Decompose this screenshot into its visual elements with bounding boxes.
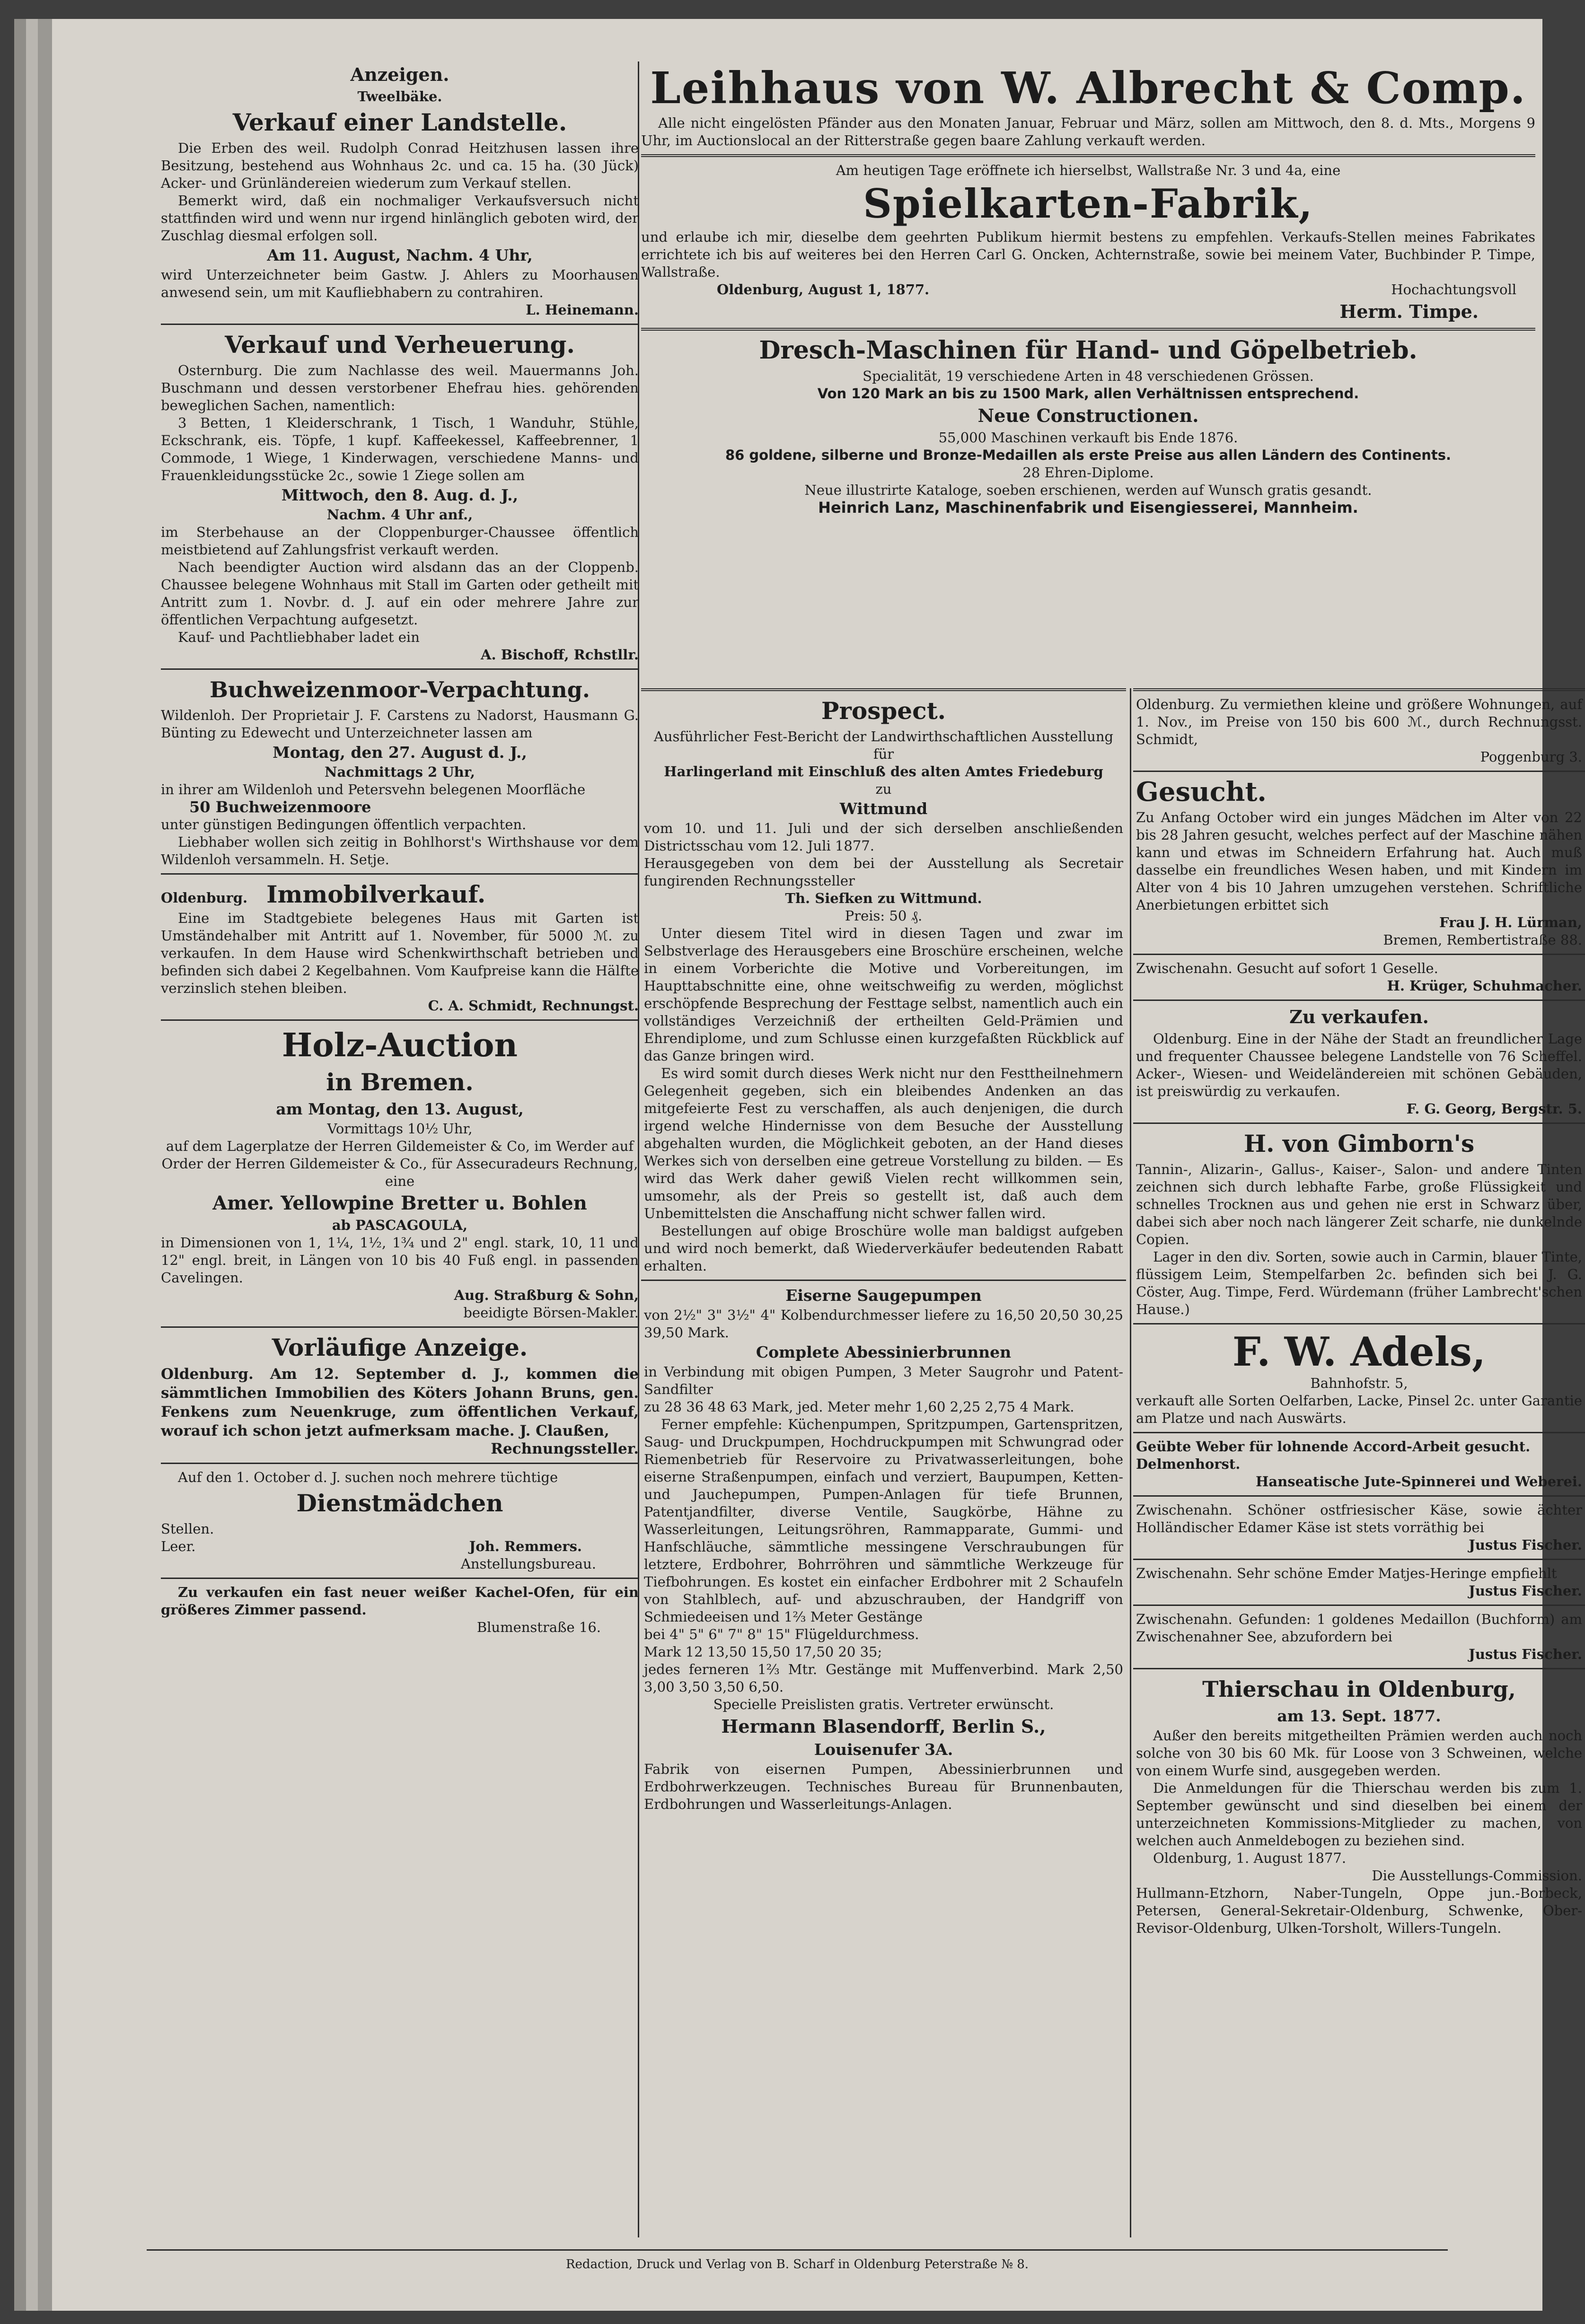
ad-signature: Aug. Straßburg & Sohn, [454,1287,639,1303]
ad-dienstmaedchen [161,1469,639,1573]
ad-text: Oldenburg. Zu vermiethen kleine und größere Wohnungen, auf 1. Nov., im Preise von 150 bis 600 ℳ., durch Rechnungsst. Schmidt, [1136,696,1582,747]
page-footer [52,2249,1542,2271]
ad-text: 28 Ehren-Diplome. [1022,465,1154,481]
ad-signature: Rechnungssteller. [491,1440,639,1457]
ad-weber [1133,1438,1585,1491]
ad-text: 3 Betten, 1 Kleiderschrank, 1 Tisch, 1 Wanduhr, Stühle, Eckschrank, eis. Töpfe, 1 kupf. Kaffeekessel, Kaffeebrenner, 1 Commode, 1 Wiege, 1 Kinderwagen, verschiedene Manns- und Frauenkleidungsstücke 2c., sowie 1 Ziege sollen am [161,415,639,483]
ad-geselle [1133,960,1585,995]
ad-signature-sub: Anstellungsbureau. [460,1556,596,1572]
ad-text: jedes ferneren 1⅔ Mtr. Gestänge mit Muffenverbind. Mark 2,50 3,00 3,50 3,50 6,50. [644,1661,1123,1695]
ad-time: Nachm. 4 Uhr anf., [326,507,473,523]
ad-title: Thierschau in Oldenburg, [1202,1676,1516,1702]
ad-committee: Die Ausstellungs-Commission. [1372,1868,1582,1884]
ad-text: Tannin-, Alizarin-, Gallus-, Kaiser-, Salon- und andere Tinten zeichnen sich durch lebhafte Farbe, große Flüssigkeit und schnelles Trocknen aus und gehen nie erst in Schwarz über, dabei sich aber noch nach längerer Zeit scharfe, nie dunkelnde Copien. [1136,1161,1582,1247]
ad-title: Buchweizenmoor-Verpachtung. [210,677,590,702]
ad-text: Zu verkaufen ein fast neuer weißer Kachel-Ofen, für ein größeres Zimmer passend. [161,1584,639,1618]
ad-text: auf dem Lagerplatze der Herren Gildemeister & Co, im Werder auf Order der Herren Gildemeister & Co., für Assecuradeurs Rechnung, eine [161,1138,638,1189]
ad-price: Preis: 50 ₰. [845,908,923,924]
ad-text: Liebhaber wollen sich zeitig in Bohlhorst's Wirthshause vor dem Wildenloh versammeln. H. Setje. [161,834,639,868]
ad-text: Lager in den div. Sorten, sowie auch in Carmin, blauer Tinte, flüssigem Leim, Stempelfarben 2c. befinden sich bei J. G. Cöster, Aug. Timpe, Ferd. Würdemann (früher Lambrecht'schen Hause.) [1136,1249,1582,1317]
ad-greeting: Hochachtungsvoll [1391,281,1516,298]
ad-gefunden [1133,1611,1585,1663]
ad-address: Poggenburg 3. [1480,749,1582,765]
ad-text: Oldenburg. Eine in der Nähe der Stadt an freundlicher Lage und frequenter Chaussee belegene Landstelle von 76 Scheffel. Acker-, Wiesen- und Weideländereien mit schönen Gebäuden, ist preiswürdig zu verkaufen. [1136,1031,1582,1099]
ad-verkauf-verheuerung [161,330,639,664]
ad-signature: Frau J. H. Lürman, [1439,914,1582,930]
ad-gesucht [1133,777,1585,949]
ad-signature: Heinrich Lanz, Maschinenfabrik und Eisengiesserei, Mannheim. [818,499,1358,517]
ad-text: 86 goldene, silberne und Bronze-Medaillen als erste Preise aus allen Ländern des Continents. [725,447,1452,463]
ad-title: Dresch-Maschinen für Hand- und Göpelbetrieb. [759,336,1418,365]
ad-holz-auction [161,1026,639,1322]
ad-text: Harlingerland mit Einschluß des alten Amtes Friedeburg [664,763,1103,780]
ad-text: Zwischenahn. Schöner ostfriesischer Käse, sowie ächter Holländischer Edamer Käse ist stets vorräthig bei [1136,1502,1582,1535]
ad-text: 55,000 Maschinen verkauft bis Ende 1876. [938,430,1238,446]
ad-text: Zwischenahn. Sehr schöne Emder Matjes-Heringe empfiehlt [1136,1565,1557,1581]
ad-text: unter günstigen Bedingungen öffentlich verpachten. [161,816,527,833]
ad-text: Wildenloh. Der Proprietair J. F. Carstens zu Nadorst, Hausmann G. Bünting zu Edewecht und Unterzeichneter lassen am [161,707,639,741]
ad-date: Montag, den 27. August d. J., [273,743,527,762]
column-right-wide [641,61,1535,517]
ad-title: Prospect. [821,697,946,725]
ad-text: Außer den bereits mitgetheilten Prämien werden auch noch solche von 30 bis 60 Mk. für Loose von 3 Schweinen, welche von einem Wurfe sind, ausgegeben werden. [1136,1728,1582,1779]
ad-title: Verkauf einer Landstelle. [232,108,567,136]
ad-text: Die Anmeldungen für die Thierschau werden bis zum 1. September gewünscht und sind dieselben bei einem der unterzeichneten Kommissions-Mitglieder zu machen, von welchen auch Anmeldebogen zu beziehen sind. [1136,1780,1582,1849]
ad-title: Gesucht. [1136,776,1267,807]
ad-leihhaus [641,61,1535,149]
ad-item: 50 Buchweizenmoore [189,798,371,816]
ad-text: Geübte Weber für lohnende Accord-Arbeit gesucht. [1136,1438,1531,1455]
section-heading: Anzeigen. [350,64,449,85]
ad-heringe [1133,1565,1585,1600]
ad-signature: Herm. Timpe. [1339,301,1479,322]
ad-signature: F. G. Georg, Bergstr. 5. [1406,1101,1582,1117]
ad-time: Vormittags 10½ Uhr, [327,1121,473,1137]
ad-text: Bemerkt wird, daß ein nochmaliger Verkaufsversuch nicht stattfinden wird und wenn nur irgend hinlänglich geboten wird, der Zuschlag diesmal erfolgen soll. [161,193,639,244]
ad-address: Blumenstraße 16. [476,1619,601,1635]
ad-text: Es wird somit durch dieses Werk nicht nur den Festtheilnehmern Gelegenheit gegeben, sich ein bleibendes Andenken an das mitgefeierte Fest zu verschaffen, als auch denjenigen, die durch irgend welche Hindernisse von dem Besuche der Ausstellung abgehalten wurden, die Möglichkeit geboten, an der Hand dieses Werkes sich von derselben eine getreue Vorstellung zu bilden. — Es wird das Werk daher gewiß Vielen recht willkommen sein, umsomehr, als der Preis so gestellt ist, daß auch dem Unbemittelsten die Anschaffung nicht schwer fallen wird. [644,1065,1123,1221]
ad-date: Mittwoch, den 8. Aug. d. J., [281,486,519,504]
ad-time: Nachmittags 2 Uhr, [325,764,475,780]
ad-signature: C. A. Schmidt, Rechnungst. [428,998,639,1014]
column-left [161,61,639,1636]
ad-title: H. von Gimborn's [1243,1130,1475,1158]
ad-signature-sub: beeidigte Börsen-Makler. [463,1305,639,1321]
ad-text: in Verbindung mit obigen Pumpen, 3 Meter Saugrohr und Patent-Sandfilter [644,1364,1123,1397]
ad-signature: Joh. Remmers. [469,1538,582,1554]
ad-text: Stellen. [161,1521,214,1537]
ad-item: Amer. Yellowpine Bretter u. Bohlen [212,1192,587,1214]
ad-text: vom 10. und 11. Juli und der sich derselben anschließenden Districtsschau vom 12. Juli 1877. [644,820,1123,854]
ad-signature: Justus Fischer. [1469,1537,1582,1553]
ad-signature: L. Heinemann. [526,302,639,318]
ad-pumpen [641,1286,1126,1813]
column-right [1133,688,1585,1937]
ad-text: in Dimensionen von 1, 1¼, 1½, 1¾ und 2" engl. stark, 10, 11 und 12" engl. breit, in Längen von 10 bis 40 Fuß engl. in passenden Cavelingen. [161,1235,639,1286]
ad-title: Dienstmädchen [296,1489,503,1517]
ad-title: Holz-Auction [282,1026,518,1064]
ad-signature: Hullmann-Etzhorn, Naber-Tungeln, Oppe jun.-Borbeck, Petersen, General-Sekretair-Oldenburg, Schwenke, Ober-Revisor-Oldenburg, Ulken-Torsholt, Willers-Tungeln. [1136,1885,1582,1936]
ad-text: Alle nicht eingelösten Pfänder aus den Monaten Januar, Februar und März, sollen am Mittwoch, den 8. d. Mts., Morgens 9 Uhr, im Auctionslocal an der Ritterstraße gegen baare Zahlung verkauft werden. [641,115,1535,149]
ad-vermiethen [1133,696,1585,766]
ad-text: Zu Anfang October wird ein junges Mädchen im Alter von 22 bis 28 Jahren gesucht, welches perfect auf der Maschine nähen kann und etwas im Schneidern Erfahrung hat. Auch muß dasselbe ein freundliches Wesen haben, und mit Kindern im Alter von 4 bis 10 Jahren umzugehen verstehen. Schriftliche Anerbietungen erbittet sich [1136,809,1582,913]
ad-text: Osternburg. Die zum Nachlasse des weil. Mauermanns Joh. Buschmann und dessen verstorbener Ehefrau hies. gehörenden beweglichen Sachen, namentlich: [161,362,639,413]
ad-text: verkauft alle Sorten Oelfarben, Lacke, Pinsel 2c. unter Garantie am Platze und nach Auswärts. [1136,1393,1582,1426]
ad-date: am Montag, den 13. August, [276,1100,524,1118]
ad-thierschau [1133,1674,1585,1937]
ad-title: Leihhaus von W. Albrecht & Comp. [650,62,1526,114]
ad-text: von 2½" 3" 3½" 4" Kolbendurchmesser liefere zu 16,50 20,50 30,25 39,50 Mark. [644,1307,1123,1341]
ad-place: Wittmund [839,799,928,818]
ad-title: Verkauf und Verheuerung. [225,331,575,359]
ad-subtitle: Neue Constructionen. [977,405,1199,426]
footer-imprint: Redaction, Druck und Verlag von B. Scharf in Oldenburg Peterstraße № 8. [565,2257,1029,2271]
ad-text: Zwischenahn. Gefunden: 1 goldenes Medaillon (Buchform) am Zwischenahner See, abzufordern bei [1136,1611,1582,1645]
ad-text: im Sterbehause an der Cloppenburger-Chaussee öffentlich meistbietend auf Zahlungsfrist verkauft werden. [161,524,639,558]
ad-text: Unter diesem Titel wird in diesen Tagen und zwar im Selbstverlage des Herausgebers eine Broschüre erscheinen, welche in einem Vorberichte die Motive und Vorbereitungen, im Haupttabschnitte eine, ohne weitschweifig zu werden, möglichst erschöpfende Besprechung der Festtage selbst, namentlich auch ein vollständiges Verzeichniß der ertheilten Geld-Prämien und Ehrendiplome, und zum Schlusse einen kurzgefaßten Rückblick auf das Ganze bringen wird. [644,925,1123,1064]
ad-place: Delmenhorst. [1136,1456,1241,1472]
ad-title: Immobilverkauf. [266,880,486,908]
ad-signature: A. Bischoff, Rchstllr. [481,647,639,663]
ad-landstelle [161,88,639,319]
ad-immobilverkauf [161,879,639,1015]
ad-text: Von 120 Mark an bis zu 1500 Mark, allen Verhältnissen entsprechend. [817,386,1359,402]
ad-text: Die Erben des weil. Rudolph Conrad Heitzhusen lassen ihre Besitzung, bestehend aus Wohnhaus 2c. und ca. 15 ha. (30 Jück) Acker- und Grünländereien wiederum zum Verkauf stellen. [161,140,639,191]
ad-text: Nach beendigter Auction wird alsdann das an der Cloppenb. Chaussee belegene Wohnhaus mit Stall im Garten oder getheilt mit Antritt zum 1. Novbr. d. J. auf ein oder mehrere Jahre zur öffentlichen Verpachtung aufgesetzt. [161,559,639,628]
ad-signature: Justus Fischer. [1469,1583,1582,1599]
ad-address: Bremen, Rembertistraße 88. [1383,932,1582,948]
ad-text: Auf den 1. October d. J. suchen noch mehrere tüchtige [178,1469,558,1485]
ad-prospect [641,696,1126,1275]
ad-text: Mark 12 13,50 15,50 17,50 20 35; [644,1644,882,1660]
ad-kachelofen [161,1584,639,1636]
ad-text: Bestellungen auf obige Broschüre wolle man baldigst aufgeben und wird noch bemerkt, daß Wiederverkäufer bedeutenden Rabatt erhalten. [644,1223,1123,1274]
ad-text: Ausführlicher Fest-Bericht der Landwirthschaftlichen Ausstellung [653,728,1114,745]
ad-signature: Justus Fischer. [1469,1646,1582,1662]
ad-text: Fabrik von eisernen Pumpen, Abessinierbrunnen und Erdbohrwerkzeugen. Technisches Bureau für Brunnenbauten, Erdbohrungen und Wasserleitungs-Anlagen. [644,1761,1123,1812]
ad-text: Ferner empfehle: Küchenpumpen, Spritzpumpen, Gartenspritzen, Saug- und Druckpumpen, Hochdruckpumpen mit Schwungrad oder Riemenbetrieb für Reservoire zu Privatwasserleitungen, bohe eiserne Straßenpumpen, einfach und verziert, Baupumpen, Ketten- und Jauchepumpen, Pumpen-Anlagen für tiefe Brunnen, Patentjandfilter, diverse Ventile, Saugkörbe, Hähne zu Wasserleitungen, Leitungsröhren, Rammapparate, Gummi- und Hanfschläuche, sämmtliche messingene Verschraubungen für letztere, Erdbohrer, Bohrröhren und sämmtliche Werkzeuge für Tiefbohrungen. Es kostet ein einfacher Erdbohrer mit 2 Schaufeln von Stahlblech, auf- und abzuschrauben, der Handgriff von Schmiedeeisen und 1⅔ Meter Gestänge [644,1416,1123,1625]
ad-place: Oldenburg, August 1, 1877. [717,281,930,298]
ad-address: Bahnhofstr. 5, [1310,1375,1408,1391]
ad-zu-verkaufen [1133,1006,1585,1118]
ad-place: Oldenburg, 1. August 1877. [1153,1850,1347,1866]
ad-place: Oldenburg. [161,890,248,906]
ad-text: Specielle Preislisten gratis. Vertreter erwünscht. [713,1696,1054,1712]
ad-signature: H. Krüger, Schuhmacher. [1387,978,1582,994]
ad-kaese [1133,1501,1585,1554]
ad-text: ab PASCAGOULA, [332,1217,468,1233]
ad-text: wird Unterzeichneter beim Gastw. J. Ahlers zu Moorhausen anwesend sein, um mit Kaufliebhabern zu contrahiren. [161,267,639,300]
ad-text: Am heutigen Tage eröffnete ich hierselbst, Wallstraße Nr. 3 und 4a, eine [836,162,1341,178]
column-middle [641,688,1126,1813]
ad-title: Vorläufige Anzeige. [272,1333,528,1361]
ad-signature: Hermann Blasendorff, Berlin S., [721,1716,1046,1737]
ad-title: F. W. Adels, [1232,1328,1486,1375]
column-rule-middle [1130,688,1131,2237]
ad-text: und erlaube ich mir, dieselbe dem geehrten Publikum hiermit bestens zu empfehlen. Verkaufs-Stellen meines Fabrikates errichtete ich bis auf weiteres bei den Herren Carl G. Oncken, Achternstraße, sowie bei meinem Vater, Buchbinder P. Timpe, Wallstraße. [641,229,1535,280]
ad-adels [1133,1329,1585,1427]
newspaper-page [52,19,1582,2311]
ad-text: Specialität, 19 verschiedene Arten in 48 verschiedenen Grössen. [863,368,1314,384]
ad-date: am 13. Sept. 1877. [1277,1707,1441,1725]
ad-text: Neue illustrirte Kataloge, soeben erschienen, werden auf Wunsch gratis gesandt. [804,482,1372,498]
ad-text: Oldenburg. Am 12. September d. J., kommen die sämmtlichen Immobilien des Köters Johann Bruns, gen. Fenkens zum Neuenkruge, zum öffentlichen Verkauf, worauf ich schon jetzt aufmerksam mache. J. Claußen, [161,1366,639,1439]
ad-subtitle: in Bremen. [326,1068,474,1096]
ad-gimborn [1133,1129,1585,1318]
ad-title: Eiserne Saugepumpen [785,1286,982,1305]
ad-spielkarten [641,162,1535,323]
ad-text: zu 28 36 48 63 Mark, jed. Meter mehr 1,60 2,25 2,75 4 Mark. [644,1399,1074,1415]
ad-signature: Hanseatische Jute-Spinnerei und Weberei. [1255,1473,1582,1490]
ad-date: Am 11. August, Nachm. 4 Uhr, [267,246,533,264]
ad-buchweizenmoor [161,675,639,868]
ad-subtitle: Complete Abessinierbrunnen [756,1343,1012,1361]
ad-text: Eine im Stadtgebiete belegenes Haus mit Garten ist Umständehalber mit Antritt auf 1. November, für 5000 ℳ. zu verkaufen. In dem Hause wird Schenkwirthschaft betrieben und befinden sich dabei 2 Kegelbahnen. Vom Kaufpreise kann die Hälfte verzinslich stehen bleiben. [161,910,639,996]
ad-text: Herausgegeben von dem bei der Ausstellung als Secretair fungirenden Rechnungssteller [644,855,1123,889]
ad-dresch-maschinen [641,335,1535,517]
ad-place: Leer. [161,1538,196,1554]
ad-author: Th. Siefken zu Wittmund. [785,890,982,906]
ad-text: zu [875,781,892,797]
ad-text: in ihrer am Wildenloh und Petersvehn belegenen Moorfläche [161,781,586,798]
ad-text: Zwischenahn. Gesucht auf sofort 1 Geselle. [1136,960,1438,976]
ad-vorlaeufige-anzeige [161,1333,639,1458]
ad-title: Zu verkaufen. [1289,1006,1429,1027]
ad-kicker: Tweelbäke. [357,88,442,105]
ad-text: für [873,746,894,762]
ad-text: bei 4" 5" 6" 7" 8" 15" Flügeldurchmess. [644,1626,919,1642]
ad-text: Kauf- und Pachtliebhaber ladet ein [178,629,420,645]
ad-address: Louisenufer 3A. [814,1740,953,1759]
ad-title: Spielkarten-Fabrik, [863,180,1313,227]
